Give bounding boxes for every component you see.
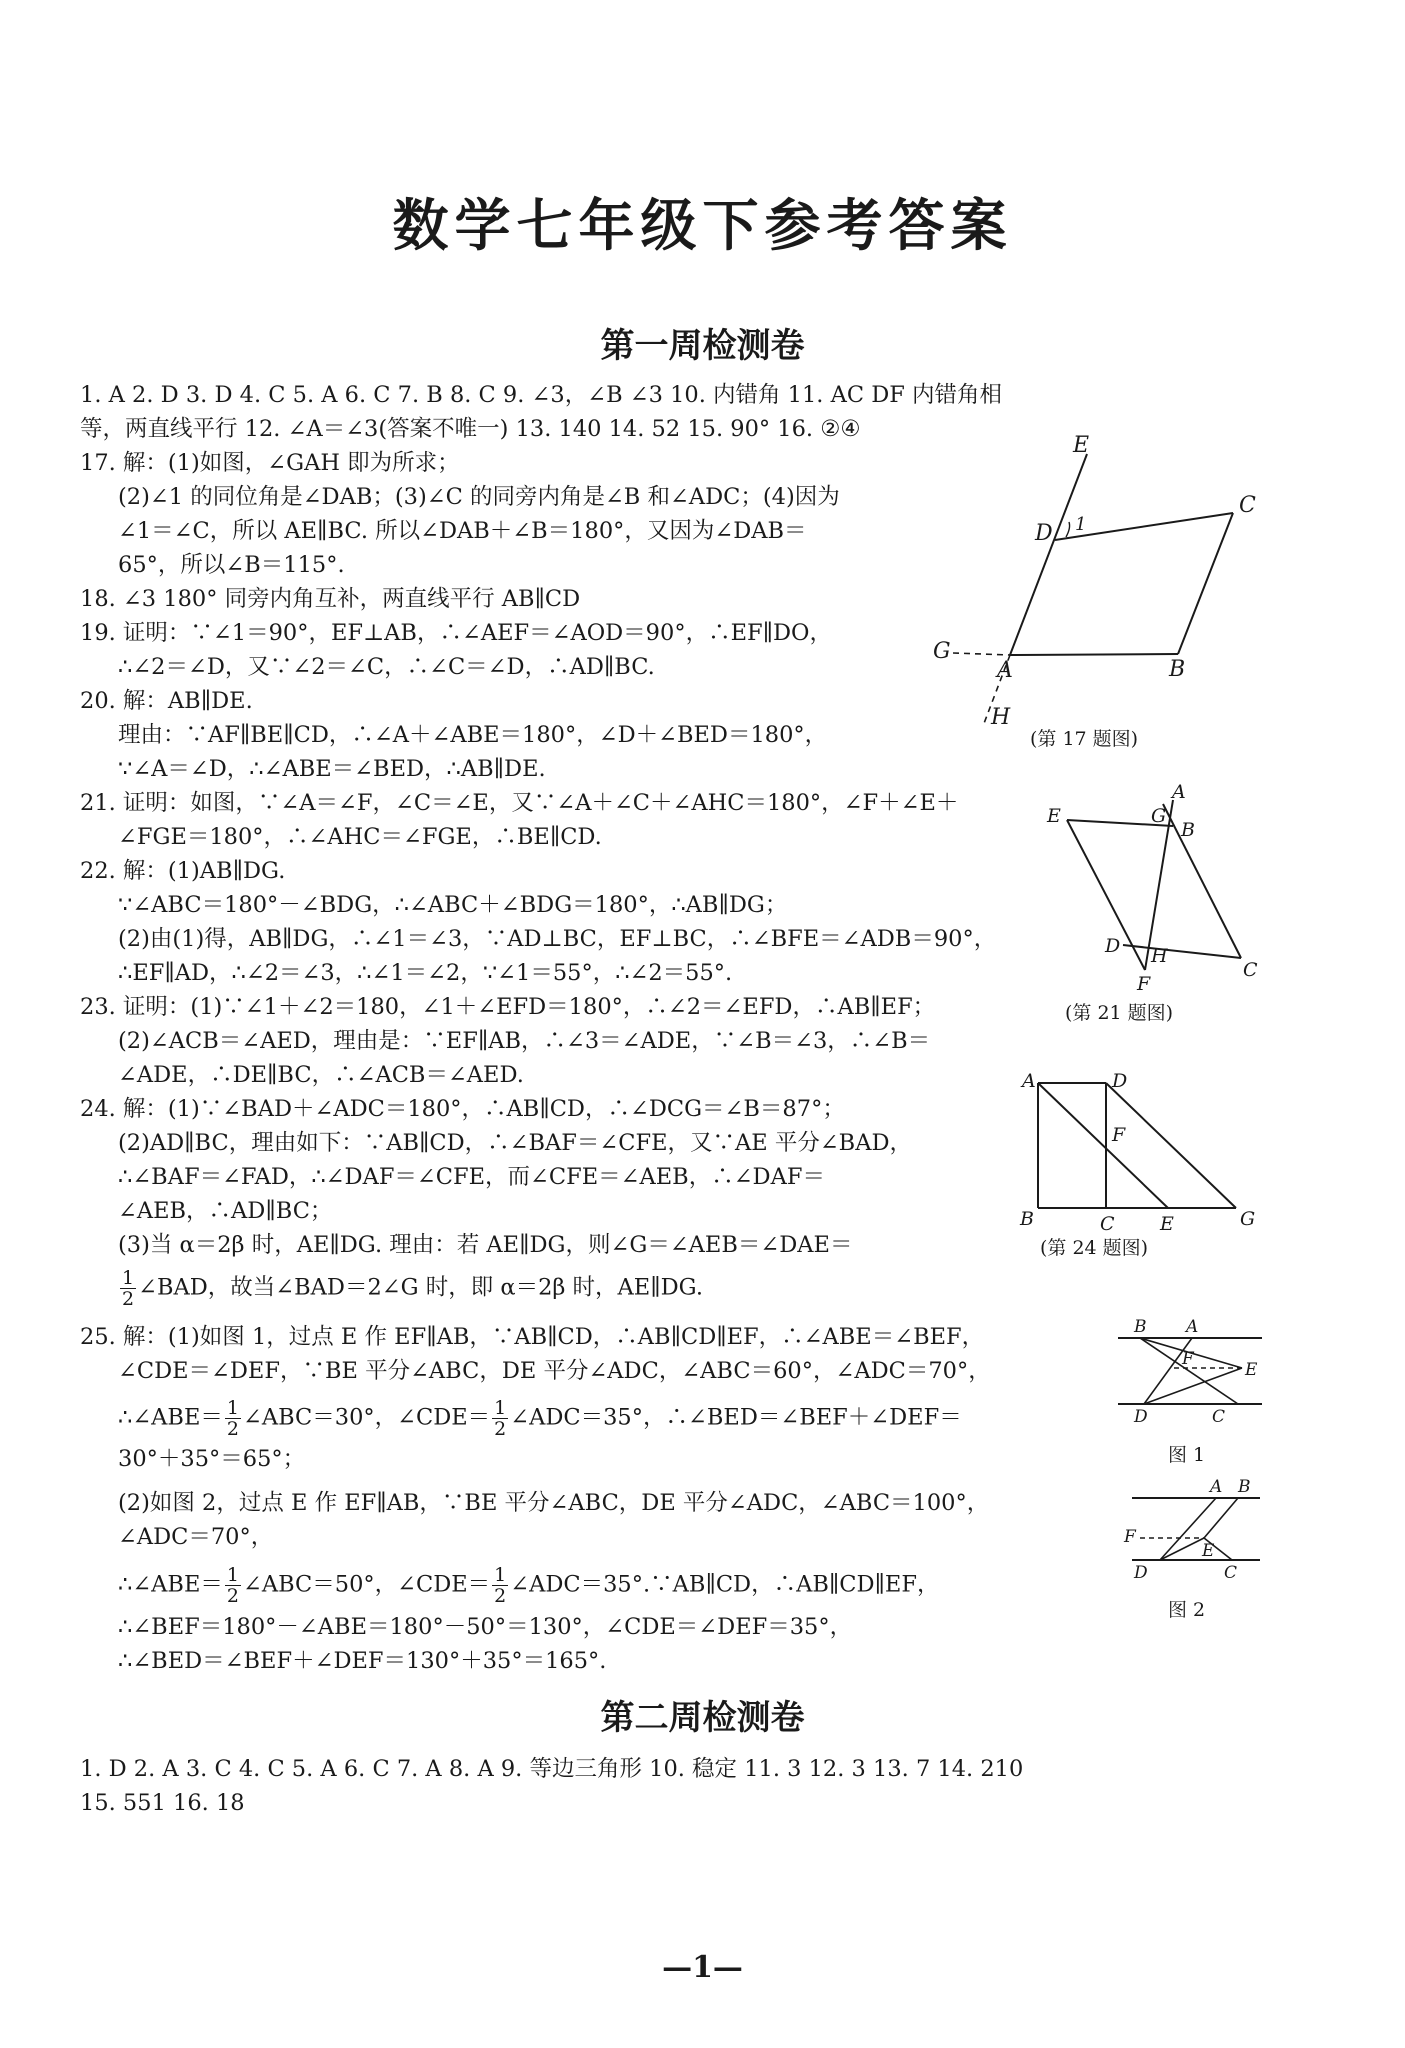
answer-line: 23. 证明：(1)∵∠1＋∠2＝180，∠1＋∠EFD＝180°，∴∠2＝∠EFD，∴AB∥EF； [80,994,936,1020]
figure-17 [925,433,1265,740]
answer-line: (2)由(1)得，AB∥DG，∴∠1＝∠3，∵AD⊥BC，EF⊥BC，∴∠BFE＝∠ADB＝90°， [118,926,997,952]
answer-line: ∴∠BED＝∠BEF＋∠DEF＝130°＋35°＝165°. [118,1648,607,1674]
line-ad [1144,1338,1192,1404]
label-e: E [1047,805,1061,827]
answer-line: 1. A 2. D 3. D 4. C 5. A 6. C 7. B 8. C 9. ∠3，∠B ∠3 10. 内错角 11. AC DF 内错角相 [80,382,1003,408]
answer-line: 17. 解：(1)如图，∠GAH 即为所求； [80,450,460,476]
label-b: B [1169,657,1186,682]
line-bc [1163,804,1241,958]
answer-line: 1. D 2. A 3. C 4. C 5. A 6. C 7. A 8. A 9. 等边三角形 10. 稳定 11. 3 12. 3 13. 7 14. 210 [80,1756,1024,1782]
answer-line: 15. 551 16. 18 [80,1790,245,1816]
label-b: B [1134,1317,1147,1337]
fraction: $\frac{1}{2}$ [494,1397,507,1440]
answer-line: (3)当 α＝2β 时，AE∥DG. 理由：若 AE∥DG，则∠G＝∠AEB＝∠DAE＝ [118,1232,853,1258]
fraction: $\frac{1}{2}$ [494,1564,507,1607]
label-b: B [1020,1208,1034,1230]
label-e: E [1202,1541,1215,1561]
label-g: G [1240,1208,1256,1230]
answer-line: ∴∠ABE＝ $\frac{1}{2}$ ∠ABC＝30°，∠CDE＝ $\frac{1}{2}$ ∠ADC＝35°，∴∠BED＝∠BEF＋∠DEF＝ [118,1397,962,1440]
label-d: D [1112,1070,1128,1092]
label-c: C [1239,493,1256,518]
caption-fig25-1: 图 1 [1168,1444,1206,1466]
figure-25-2 [1110,1477,1280,1590]
answer-line: 65°，所以∠B＝115°. [118,552,345,578]
page-title: 数学七年级下参考答案 [392,194,1013,259]
label-g: G [1151,805,1167,827]
label-d: D [1134,1407,1148,1427]
answer-line: (2)AD∥BC，理由如下：∵AB∥CD，∴∠BAF＝∠CFE，又∵AE 平分∠BAD， [118,1130,913,1156]
label-a: A [1186,1317,1199,1337]
answer-line: ∠ADC＝70°， [118,1524,274,1550]
answer-line: (2)∠1 的同位角是∠DAB；(3)∠C 的同旁内角是∠B 和∠ADC；(4)因为 [118,484,840,510]
label-d: D [1035,521,1053,546]
label-d: D [1134,1563,1148,1583]
answer-line: (2)如图 2，过点 E 作 EF∥AB，∵BE 平分∠ABC，DE 平分∠ADC，∠ABC＝100°， [118,1490,990,1516]
label-a: A [1210,1477,1223,1497]
answer-line: ∴∠BEF＝180°－∠ABE＝180°－50°＝130°，∠CDE＝∠DEF＝35°， [118,1614,853,1640]
line-ae [1038,1083,1168,1208]
answer-line: 19. 证明：∵∠1＝90°，EF⊥AB，∴∠AEF＝∠AOD＝90°，∴EF∥DO， [80,620,832,646]
label-f: F [1112,1124,1126,1146]
label-f: F [1124,1527,1136,1547]
label-f: F [1137,973,1151,995]
label-c: C [1212,1407,1226,1427]
line-dg [1106,1083,1236,1208]
angle-mark [1066,522,1070,537]
line-ga [953,653,1010,655]
fraction: $\frac{1}{2}$ [122,1267,135,1310]
answer-line: ∠1＝∠C，所以 AE∥BC. 所以∠DAB＋∠B＝180°，又因为∠DAB＝ [118,518,807,544]
answer-line: ∠CDE＝∠DEF，∵BE 平分∠ABC，DE 平分∠ADC，∠ABC＝60°，∠ADC＝70°， [118,1358,991,1384]
label-c: C [1224,1563,1238,1583]
answer-line: 22. 解：(1)AB∥DG. [80,858,286,884]
label-a: A [1172,781,1186,803]
week2-heading: 第二周检测卷 [600,1698,805,1738]
label-d: D [1105,935,1121,957]
figure-25-1 [1110,1318,1280,1433]
label-e: E [1160,1213,1174,1235]
label-h: H [991,705,1011,730]
fraction: $\frac{1}{2}$ [226,1564,239,1607]
answer-line: 24. 解：(1)∵∠BAD＋∠ADC＝180°，∴AB∥CD，∴∠DCG＝∠B＝87°； [80,1096,845,1122]
label-e: E [1073,433,1090,458]
caption-fig25-2: 图 2 [1168,1599,1206,1621]
answer-line: ∴∠2＝∠D，又∵∠2＝∠C，∴∠C＝∠D，∴AD∥BC. [118,654,655,680]
line-be [1204,1498,1238,1538]
line-cb [1178,513,1233,654]
line-dc [1123,945,1241,958]
answer-line: ∵∠A＝∠D，∴∠ABE＝∠BED，∴AB∥DE. [118,756,546,782]
answer-line: 21. 证明：如图，∵∠A＝∠F，∠C＝∠E，又∵∠A＋∠C＋∠AHC＝180°，∠F＋∠E＋ [80,790,959,816]
line-bc [1140,1338,1238,1404]
week1-heading: 第一周检测卷 [600,326,805,366]
answer-line: $\frac{1}{2}$ ∠BAD，故当∠BAD＝2∠G 时，即 α＝2β 时，AE∥DG. [122,1267,703,1310]
answer-line: ∠AEB，∴AD∥BC； [118,1198,333,1224]
answer-line: ∴∠ABE＝ $\frac{1}{2}$ ∠ABC＝50°，∠CDE＝ $\frac{1}{2}$ ∠ADC＝35°.∵AB∥CD，∴AB∥CD∥EF， [118,1564,940,1607]
caption-fig17: (第 17 题图) [1030,728,1139,750]
label-c: C [1100,1213,1115,1235]
page-number: —1— [662,1950,743,1985]
answer-line: ∴EF∥AD，∴∠2＝∠3，∴∠1＝∠2，∵∠1＝55°，∴∠2＝55°. [118,960,733,986]
line-de [1160,1538,1204,1560]
answer-line: 等，两直线平行 12. ∠A＝∠3(答案不唯一) 13. 140 14. 52 15. 90° 16. ②④ [80,416,861,442]
label-b: B [1181,819,1195,841]
answer-line: 20. 解：AB∥DE. [80,688,253,714]
caption-fig21: (第 21 题图) [1065,1002,1174,1024]
answer-line: ∠FGE＝180°，∴∠AHC＝∠FGE，∴BE∥CD. [118,824,602,850]
answer-line: ∵∠ABC＝180°－∠BDG，∴∠ABC＋∠BDG＝180°，∴AB∥DG； [118,892,788,918]
answer-line: ∴∠BAF＝∠FAD，∴∠DAF＝∠CFE，而∠CFE＝∠AEB，∴∠DAF＝ [118,1164,825,1190]
answer-line: 30°＋35°＝65°； [118,1446,306,1472]
label-h: H [1151,945,1168,967]
answer-line: 18. ∠3 180° 同旁内角互补，两直线平行 AB∥CD [80,586,581,612]
figure-24 [1020,1065,1265,1240]
answer-line: ∠ADE，∴DE∥BC，∴∠ACB＝∠AED. [118,1062,524,1088]
line-ab [1010,654,1178,655]
caption-fig24: (第 24 题图) [1040,1237,1149,1259]
label-c: C [1243,959,1258,981]
answer-line: (2)∠ACB＝∠AED，理由是：∵EF∥AB，∴∠3＝∠ADE，∵∠B＝∠3，∴∠B＝ [118,1028,931,1054]
label-a: A [997,658,1013,683]
fraction: $\frac{1}{2}$ [226,1397,239,1440]
answer-line: 25. 解：(1)如图 1，过点 E 作 EF∥AB，∵AB∥CD，∴AB∥CD∥EF，∴∠ABE＝∠BEF， [80,1324,985,1350]
label-a: A [1022,1070,1036,1092]
label-f: F [1182,1349,1194,1369]
figure-21 [1045,780,1270,1005]
line-ea [1010,454,1087,655]
label-g: G [933,639,951,664]
answer-line: 理由：∵AF∥BE∥CD，∴∠A＋∠ABE＝180°，∠D＋∠BED＝180°， [118,722,828,748]
label-b: B [1238,1477,1251,1497]
label-1: 1 [1075,514,1087,535]
label-e: E [1245,1360,1258,1380]
